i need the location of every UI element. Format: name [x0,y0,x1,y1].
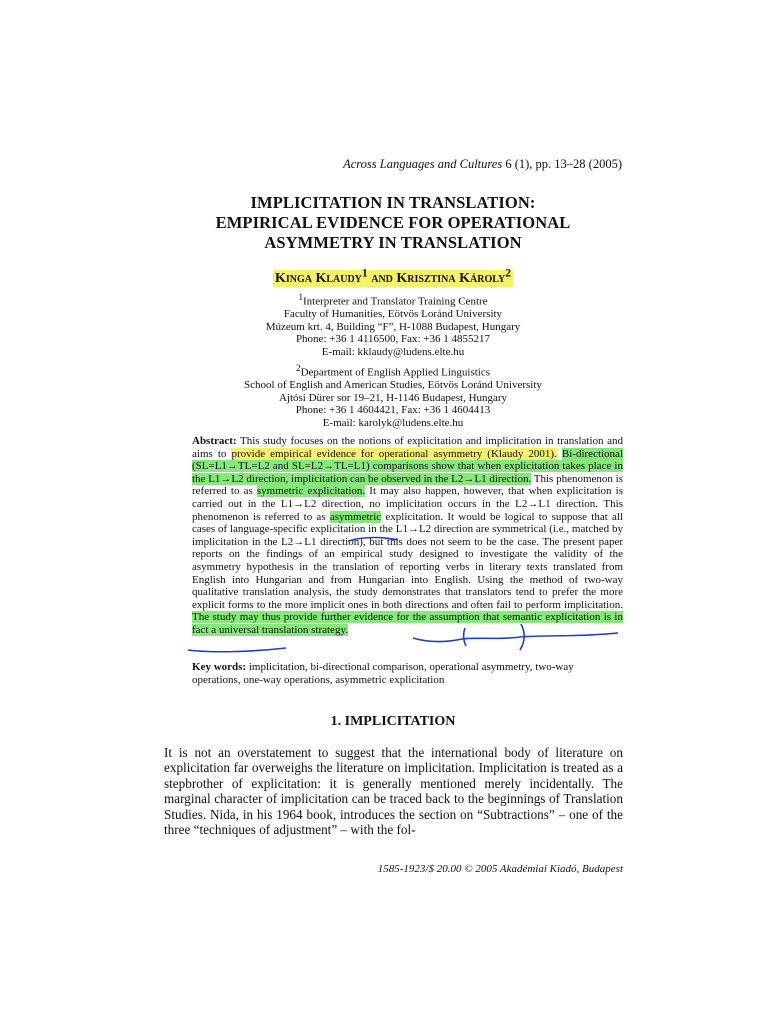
paper-title [0,193,768,253]
affiliation-2-unit: Department of English Applied Linguistics [300,366,490,379]
journal-details: 6 (1), pp. 13–28 (2005) [502,157,622,171]
affiliation-1-line-3: Múzeum krt. 4, Building “F”, H-1088 Budapest, Hungary [265,320,521,333]
affiliation-2-email: E-mail: karolyk@ludens.elte.hu [322,417,464,430]
abstract-label: Abstract: [192,435,237,447]
affiliation-2-line-3: Ajtósi Dürer sor 19–21, H-1146 Budapest, Hungary [278,391,508,404]
affiliation-1-line-2: Faculty of Humanities, Eötvös Loránd University [283,308,503,321]
journal-name: Across Languages and Cultures [343,157,503,171]
abstract-text-3: This phenomenon is referred to as [192,472,624,498]
abstract-text-4: It may also happen, however, that when explicitation is carried out in the L1→L2 direction, no implicitation occurs in the L2→L1 direction. This phenomenon is referred to as [192,485,623,523]
body-paragraph: It is not an overstatement to suggest that the international body of literature on explicitation far overweighs the literature on implicitation. Implicitation is treated as a stepbrother of explicitation: it is generally mentioned merely incidentally. The marginal character of implicitation can be traced back to the beginnings of Translation Studies. Nida, in his 1964 book, introduces the section on “Subtractions” – one of the three “techniques of adjustment” – with the fol- [164,745,623,838]
abstract-highlight-green-2: symmetric explicitation. [256,485,366,498]
affiliation-1-email: E-mail: kklaudy@ludens.elte.hu [321,346,465,359]
title-line-1: IMPLICITATION IN TRANSLATION: [250,193,536,212]
author-1-sup: 1 [361,266,368,279]
author-2: Krisztina Károly [396,270,506,286]
affiliation-1-line-1 [0,291,768,308]
keywords [192,661,623,686]
abstract-text-1: This study focuses on the notions of explicitation and implicitation in translation and aims to [192,435,623,460]
authors-and: and [367,270,397,286]
keywords-label: Key words: [192,661,247,673]
affiliation-2-line-4: Phone: +36 1 4604421, Fax: +36 1 4604413 [295,404,491,417]
abstract-highlight-green-1: Bi-directional (SL=L1→TL=L2 and SL=L2→TL=L1) comparisons show that when explicitation takes place in the L1→L2 direction, implicitation can be observed in the L2→L1 direction. [192,447,623,485]
author-1: Kinga Klaudy [274,270,362,286]
affiliation-2-sup: 2 [296,363,301,373]
abstract-text-5: explicitation. It would be logical to suppose that all cases of language-specific explicitation in the L1→L2 direction are symmetrical (i.e., matched by implicitation in the L2→L1 direction), but this does not seem to be the case. The present paper reports on the findings of an empirical study designed to investigate the validity of the asymmetry hypothesis in the translation of reporting verbs in literary texts translated from English into Hungarian and from Hungarian into English. Using the method of two-way qualitative translation analysis, the study demonstrates that translators tend to prefer the more explicit forms to the more implicit ones in both directions and often fail to perform implicitation. [192,510,623,611]
abstract-highlight-green-4: The study may thus provide further evidence for the assumption that semantic explicitation is in fact a universal translation strategy. [192,611,623,636]
affiliation-2-line-1 [0,362,768,379]
affiliation-2 [0,362,768,430]
title-line-2: EMPIRICAL EVIDENCE FOR OPERATIONAL [215,213,571,232]
abstract-highlight-yellow: provide empirical evidence for operational asymmetry (Klaudy 2001). [231,447,557,460]
affiliation-1-unit: Interpreter and Translator Training Centre [303,295,488,308]
keywords-text: implicitation, bi-directional comparison, operational asymmetry, two-way operations, one-way operations, asymmetric explicitation [192,661,574,686]
journal-reference [343,157,622,172]
affiliation-1-line-4: Phone: +36 1 4116500, Fax: +36 1 4855217 [295,333,491,346]
author-2-sup: 2 [505,266,512,279]
affiliation-2-line-2: School of English and American Studies, Eötvös Loránd University [244,379,542,392]
title-line-3: ASYMMETRY IN TRANSLATION [264,233,522,252]
affiliation-1-sup: 1 [298,292,304,302]
section-heading: 1. IMPLICITATION [330,714,456,729]
authors [0,266,768,287]
abstract [192,435,623,637]
affiliation-1 [0,291,768,359]
pen-underline-2 [188,648,286,652]
authors-highlight [273,266,513,287]
abstract-highlight-green-3: asymmetric [329,510,382,523]
footer-copyright: 1585-1923/$ 20.00 © 2005 Akadémiai Kiadó, Budapest [377,863,623,875]
